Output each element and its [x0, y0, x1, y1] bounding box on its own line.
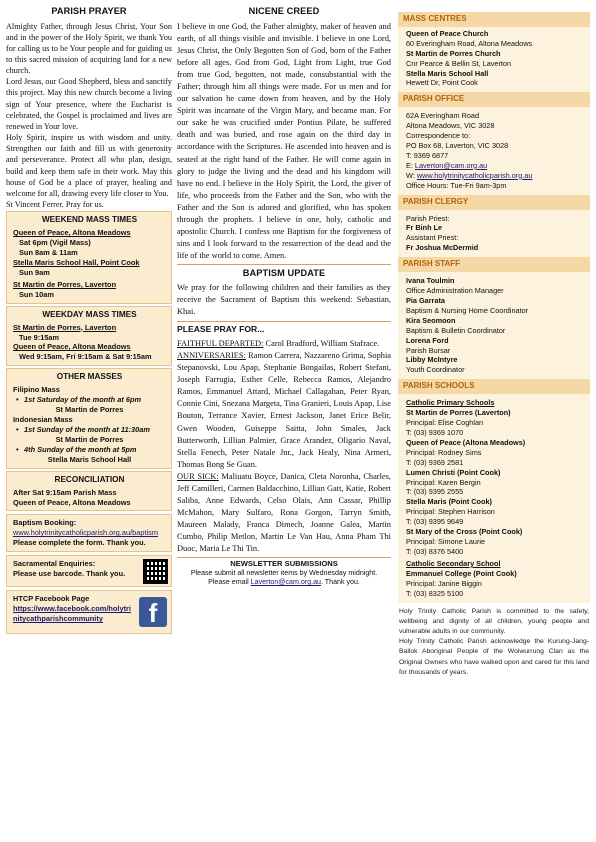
- parish-schools-title: PARISH SCHOOLS: [398, 379, 590, 394]
- nicene-creed-text: I believe in one God, the Father almighty, maker of heaven and earth, of all things visible and invisible. I believe in one Lord, Jesus Christ, the Only Begotten Son of God, born of the Father before all ages. God from God, Light from Light, true God from true God, begotten, not made, consubstantial with the Father; through him all things were made. For us men and for our salvation he came down from heaven, and by the Holy Spirit was incarnate of the Virgin Mary, and became man. For our sake he was crucified under Pontius Pilate, he suffered death and was buried, and rose again on the third day in accordance with the Scriptures. He ascended into heaven and is seated at the right hand of the Father. He will come again in glory to judge the living and the dead and his kingdom will have no end. I believe in the Holy Spirit, the Lord, the giver of life, who proceeds from the Father and the Son, who with the Father and the Son is adored and glorified, who has spoken through the prophets. I believe in one, holy, catholic and apostolic Church. I confess one Baptism for the forgiveness of sins and I look forward to the resurrection of the dead and the life of the world to come. Amen.: [177, 21, 391, 261]
- weekend-mass-title: WEEKEND MASS TIMES: [41, 215, 138, 225]
- anniversaries: [177, 350, 391, 471]
- school-principal: Principal: Simone Laurie: [406, 537, 486, 547]
- parish-office-section: [398, 92, 590, 194]
- prayer-paragraph: Almighty Father, through Jesus Christ, Your Son and in the power of the Holy Spirit, we thank You for calling us to be Your people and for guiding us to this sacred mission of acquiring land for a new church.: [6, 21, 172, 76]
- office-hours: Office Hours: Tue-Fri 9am-3pm: [406, 180, 507, 190]
- reconciliation-title: RECONCILIATION: [54, 474, 125, 484]
- mass-location: St Martin de Porres: [55, 434, 124, 444]
- parish-staff-section: [398, 257, 590, 379]
- parish-staff-body: [398, 272, 590, 379]
- mass-location: St Martin de Porres, Laverton: [13, 279, 117, 289]
- staff-role: Parish Bursar: [406, 345, 451, 355]
- pray-for-title: PLEASE PRAY FOR...: [177, 324, 265, 335]
- school-principal: Principal: Stephen Harrison: [406, 507, 495, 517]
- office-web: [406, 171, 585, 181]
- parish-prayer-title: PARISH PRAYER: [51, 6, 127, 16]
- list-item: • 1st Sunday of the month at 11:30am: [13, 425, 166, 435]
- staff-name: Libby McIntyre: [406, 355, 458, 365]
- parish-clergy-section: [398, 195, 590, 258]
- mass-centres-section: [398, 12, 590, 92]
- weekday-mass-title: WEEKDAY MASS TIMES: [42, 309, 137, 319]
- mass-location: Queen of Peace, Altona Meadows: [13, 228, 131, 238]
- other-masses-title: OTHER MASSES: [56, 372, 123, 382]
- school-name: Stella Maris (Point Cook): [406, 497, 492, 507]
- list-item: • 1st Saturday of the month at 6pm: [13, 395, 166, 405]
- clergy-name: Fr Binh Le: [406, 223, 443, 233]
- newsletter-line: [177, 578, 391, 588]
- school-principal: Principal: Rodney Sims: [406, 447, 482, 457]
- staff-name: Pia Garrata: [406, 295, 445, 305]
- qr-code[interactable]: [143, 559, 168, 584]
- secondary-school-title: Catholic Secondary School: [406, 558, 501, 568]
- office-line: PO Box 68, Laverton, VIC 3028: [406, 141, 509, 151]
- school-phone: T: (03) 8325 5100: [406, 588, 464, 598]
- reconciliation-box: [6, 471, 172, 512]
- school-phone: T: (03) 9395 2555: [406, 487, 464, 497]
- baptism-booking-title: Baptism Booking:: [13, 518, 77, 528]
- school-name: St Mary of the Cross (Point Cook): [406, 527, 523, 537]
- office-phone: T: 9369 6877: [406, 150, 449, 160]
- divider: [177, 321, 391, 322]
- church-name: St Martin de Porres Church: [406, 48, 501, 58]
- other-masses-box: [6, 368, 172, 468]
- office-line: Altona Meadows, VIC 3028: [406, 121, 495, 131]
- clergy-role: Parish Priest:: [406, 213, 450, 223]
- baptism-booking-box: [6, 514, 172, 552]
- list-item: • 4th Sunday of the month at 5pm: [13, 445, 166, 455]
- prayer-paragraph: St Vincent Ferrer. Pray for us.: [6, 200, 104, 210]
- prayer-paragraph: Lord Jesus, our Good Shepherd, bless and sanctify this project. May this new church become a living sign of Your presence, where the Eucharist is celebrated, the Gospel is proclaimed and lives are renewed in Your love.: [6, 77, 172, 131]
- parish-schools-section: [398, 379, 590, 602]
- office-email-link[interactable]: Laverton@cam.org.au: [414, 160, 488, 170]
- mass-location: Stella Maris School Hall: [47, 454, 132, 464]
- mass-time: Tue 9:15am: [19, 332, 60, 342]
- clergy-name: Fr Joshua McDermid: [406, 243, 479, 253]
- parish-prayer-text: [6, 21, 172, 211]
- staff-name: Lorena Ford: [406, 335, 449, 345]
- nicene-creed-title: NICENE CREED: [248, 6, 320, 16]
- reconciliation-line: After Sat 9:15am Parish Mass: [13, 487, 117, 497]
- divider: [177, 264, 391, 265]
- baptism-update-text: We pray for the following children and their families as they receive the Sacrament of Baptism this weekend: Sebastian, Khai.: [177, 282, 391, 317]
- divider: [177, 557, 391, 558]
- facebook-icon[interactable]: f: [139, 597, 167, 627]
- left-column: [6, 0, 172, 634]
- newsletter-line: Please submit all newsletter items by Wednesday midnight.: [190, 568, 378, 577]
- staff-role: Youth Coordinator: [406, 365, 465, 375]
- safety-statement: Holy Trinity Catholic Parish is committed to the safety, wellbeing and dignity of all children, young people and vulnerable adults in our community.: [399, 607, 589, 635]
- parish-clergy-title: PARISH CLERGY: [398, 195, 590, 210]
- staff-role: Baptism & Bulletin Coordinator: [406, 325, 506, 335]
- pray-for-text: [177, 338, 391, 556]
- mass-location: Stella Maris School Hall, Point Cook: [13, 257, 140, 267]
- facebook-title: HTCP Facebook Page: [13, 594, 90, 604]
- anniversaries-names: Ramon Carrera, Nazzareno Grima, Sophia Stepanovski, Lou Apap, Stephanie Bongailas, Robert Stefani, Joseph Farrugia, Esther Celle, Rebecca Ramos, Alejandro Ramos, Emmanuel Attard, Michael Callagahan, Peter Ryan, Connie Cini, Snezana Margeta, Tina Granieri, Louis Apap, Lise Bouton, Terrance Xavier, Ernest Jackson, Janet Erice Belir, Gwen Wooden, Guiseppe Saitta, John Smales, Jack Butterworth, Lillian Palmier, Grace Arandez, Oligario Naval, Stella Fenech, Peter Natale Jnr., Jack Healy, Nina Armeri, Thomas Bong Se Guan.: [177, 350, 391, 469]
- mass-centres-title: MASS CENTRES: [398, 12, 590, 27]
- baptism-update-title: BAPTISM UPDATE: [242, 268, 326, 279]
- our-sick: [177, 471, 391, 556]
- mass-location: St Martin de Porres, Laverton: [13, 322, 117, 332]
- newsletter-line-text: Please email: [208, 578, 251, 587]
- mass-location: St Martin de Porres: [55, 405, 124, 415]
- staff-name: Kira Seomoon: [406, 315, 456, 325]
- baptism-booking-note: Please complete the form. Thank you.: [13, 538, 146, 548]
- filipino-mass-label: Filipino Mass: [13, 385, 60, 395]
- mass-location: Queen of Peace, Altona Meadows: [13, 342, 131, 352]
- newsletter-email-link[interactable]: Laverton@cam.org.au: [250, 578, 321, 587]
- school-name: Queen of Peace (Altona Meadows): [406, 437, 526, 447]
- office-line: Correspondence to:: [406, 131, 471, 141]
- school-phone: T: (03) 8376 5400: [406, 547, 464, 557]
- mass-time: Sun 10am: [19, 289, 54, 299]
- mass-time: Wed 9:15am, Fri 9:15am & Sat 9:15am: [19, 352, 152, 362]
- church-address: Cnr Pearce & Bellin St, Laverton: [406, 58, 512, 68]
- parish-statements: [398, 607, 590, 678]
- office-line: 62A Everingham Road: [406, 111, 480, 121]
- newsletter-box: [177, 559, 391, 588]
- middle-column: [177, 0, 391, 588]
- parish-clergy-body: [398, 210, 590, 258]
- church-address: 60 Everingham Road, Altona Meadows: [406, 38, 533, 48]
- church-name: Queen of Peace Church: [406, 28, 489, 38]
- acknowledgement-of-country: Holy Trinity Catholic Parish acknowledge the Kurung-Jang-Ballok Aboriginal People of the Woiwurrung Clan as the Original Owners who have walked upon and cared for this land for thousands of years.: [399, 638, 589, 676]
- office-email: [406, 161, 585, 171]
- weekend-mass-box: [6, 211, 172, 303]
- our-sick-names: Maliuatu Boyce, Danica, Cleta Noronha, Charles, Jeff Camilleri, Carmen Baldacchino, Lillian Gatt, Katie, Robert Saliba, Anne Edwards, Celso Olais, Ann Cassar, Phillip McMahon, Mary Sulfaro, Rona Gorgon, Tarryn Smith, Maureen Malady, Franca Dimech, Joanne Galea, Martin Cumbo, Philip Metlon, Martin Le Van Hau, Anna Pham Thi Duoc, Maria Le Thi Tin.: [177, 471, 391, 554]
- indonesian-mass-label: Indonesian Mass: [13, 415, 73, 425]
- facebook-box: [6, 590, 172, 634]
- office-email-label: E:: [406, 160, 415, 170]
- newsletter-title: NEWSLETTER SUBMISSIONS: [230, 558, 338, 568]
- faithful-departed-names: Carol Bradford, William Stafrace.: [265, 338, 380, 348]
- faithful-departed: [177, 338, 391, 350]
- sacramental-title: Sacramental Enquiries:: [13, 559, 96, 569]
- mass-centres-body: [398, 27, 590, 93]
- baptism-booking-link[interactable]: www.holytrinitycatholicparish.org.au/baptism: [13, 528, 159, 538]
- weekday-mass-box: [6, 306, 172, 367]
- staff-role: Office Administration Manager: [406, 286, 504, 296]
- parish-office-body: [398, 107, 590, 194]
- school-phone: T: (03) 9369 2581: [406, 457, 464, 467]
- anniversaries-label: ANNIVERSARIES:: [177, 350, 246, 360]
- parish-schools-body: [398, 394, 590, 602]
- sacramental-note: Please use barcode. Thank you.: [13, 569, 126, 579]
- parish-staff-title: PARISH STAFF: [398, 257, 590, 272]
- faithful-departed-label: FAITHFUL DEPARTED:: [177, 338, 264, 348]
- primary-schools-title: Catholic Primary Schools: [406, 398, 495, 408]
- school-phone: T: (03) 9369 1070: [406, 427, 464, 437]
- school-principal: Principal: Karen Bergin: [406, 477, 481, 487]
- mass-time: Sat 6pm (Vigil Mass): [19, 238, 91, 248]
- school-principal: Principal: Janine Biggin: [406, 578, 482, 588]
- office-web-label: W:: [406, 170, 417, 180]
- church-name: Stella Maris School Hall: [406, 68, 489, 78]
- prayer-paragraph: Holy Spirit, inspire us with wisdom and unity. Strengthen our faith and fill us with generosity and perseverance. Protect all who plan, design, build and keep them safe in their work. May this house of God be a place of prayer, healing and welcome for all, drawing every life closer to You.: [6, 133, 172, 198]
- staff-name: Ivana Toulmin: [406, 276, 455, 286]
- clergy-role: Assistant Priest:: [406, 233, 459, 243]
- mass-time: Sun 8am & 11am: [19, 248, 78, 257]
- office-web-link[interactable]: www.holytrinitycatholicparish.org.au: [416, 170, 533, 180]
- reconciliation-line: Queen of Peace, Altona Meadows: [13, 497, 131, 507]
- our-sick-label: OUR SICK:: [177, 471, 219, 481]
- newsletter-line-text: . Thank you.: [320, 578, 360, 587]
- sacramental-box: [6, 555, 172, 587]
- school-name: Emmanuel College (Point Cook): [406, 568, 517, 578]
- school-phone: T: (03) 9395 9649: [406, 517, 464, 527]
- church-address: Hewett Dr, Point Cook: [406, 78, 478, 88]
- school-name: Lumen Christi (Point Cook): [406, 467, 501, 477]
- right-column: [398, 0, 590, 678]
- mass-time: Sun 9am: [19, 267, 50, 277]
- staff-role: Baptism & Nursing Home Coordinator: [406, 305, 529, 315]
- school-name: St Martin de Porres (Laverton): [406, 408, 511, 418]
- facebook-link[interactable]: https://www.facebook.com/holytrinitycathparishcommunity: [13, 604, 131, 624]
- school-principal: Principal: Elise Coghlan: [406, 418, 484, 428]
- parish-office-title: PARISH OFFICE: [398, 92, 590, 107]
